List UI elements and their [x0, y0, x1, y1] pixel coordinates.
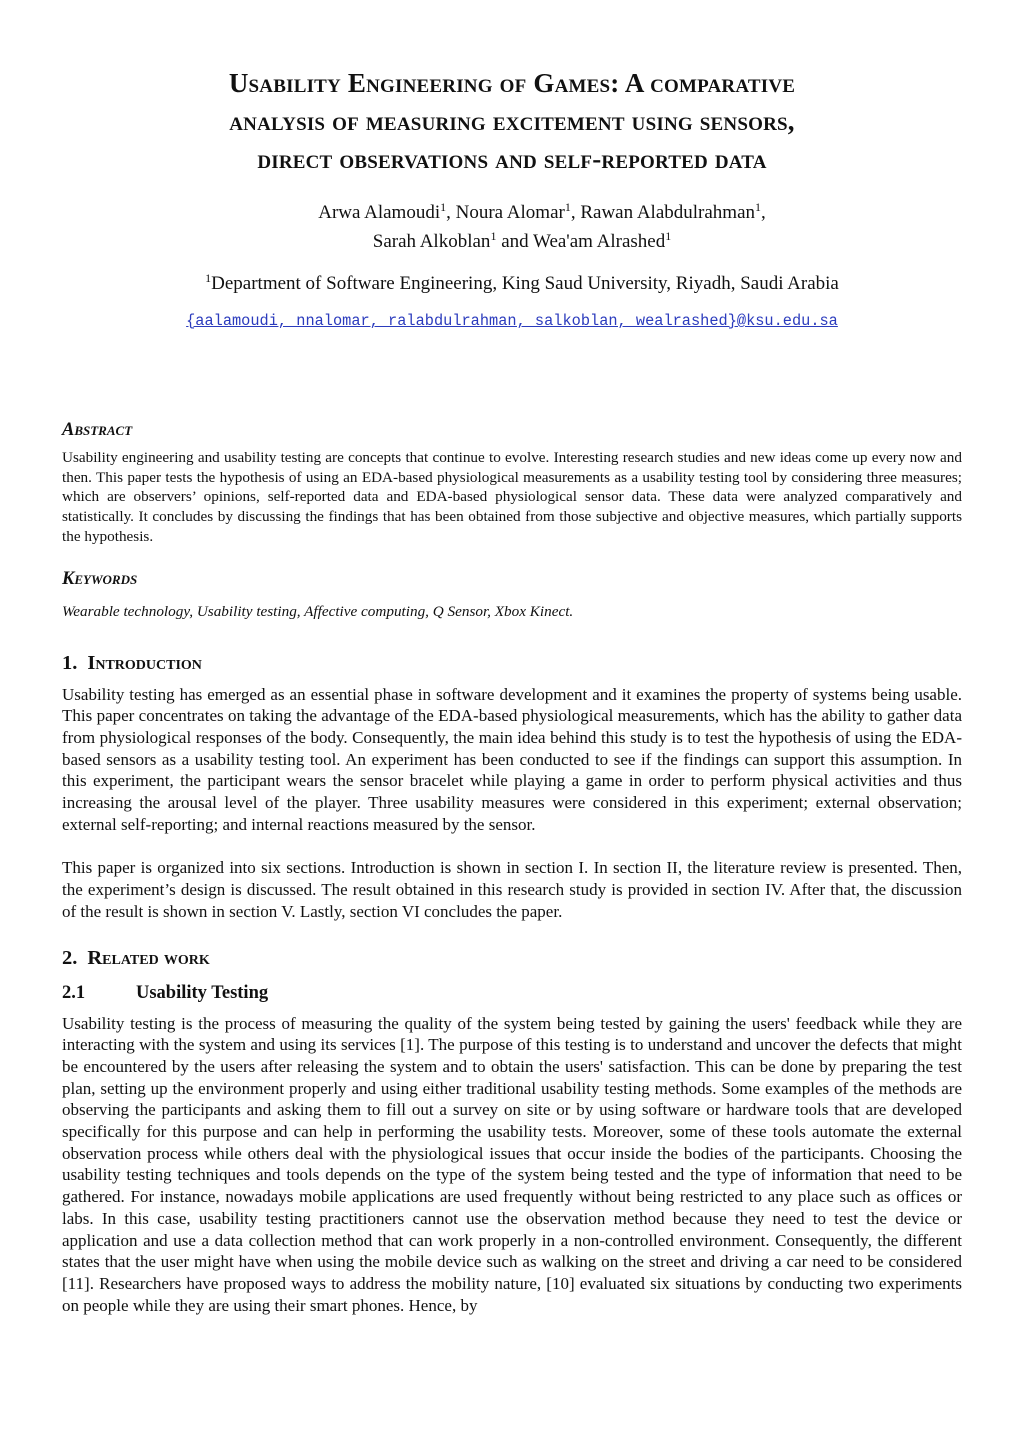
author-affiliation-mark: 1	[755, 200, 762, 214]
introduction-paragraph-2: This paper is organized into six sections. Introduction is shown in section I. In section II, the literature review is presented. Then, the experiment’s design is discussed. The result obtained in this research study is provided in section IV. After that, the discussion of the result is shown in section V. Lastly, section VI concludes the paper.	[62, 858, 962, 921]
section-heading-related-work	[62, 945, 962, 971]
author-separator: and	[496, 231, 534, 252]
affiliation-text: Department of Software Engineering, King Saud University, Riyadh, Saudi Arabia	[211, 273, 839, 294]
author-name: Wea'am Alrashed	[533, 231, 666, 252]
author-name: Sarah Alkoblan	[372, 231, 491, 252]
related-work-paragraph-1: Usability testing is the process of measuring the quality of the system being tested by gaining the users' feedback while they are interacting with the system and using its services [1]. The purpose of this testing is to understand and uncover the defects that might be encountered by the users after releasing the system and to obtain the users' satisfaction. This can be done by preparing the test plan, setting up the environment properly and using either traditional usability testing methods. Some examples of the methods are observing the participants and asking them to fill out a survey on site or by using software or hardware tools that are developed specifically for this purpose and can help in performing the usability tests. Moreover, some of these tools automate the external observation process while others deal with the physiological issues that occur inside the bodies of the participants. Choosing the usability testing techniques and tools depends on the type of the system being tested and the type of information that need to be gathered. For instance, nowadays mobile applications are used frequently without being restricted to any place such as offices or labs. In this case, usability testing practitioners cannot use the observation method because they need to test the device or application and use a data collection method that can work properly in a non-controlled environment. Consequently, the different states that the user might have when using the mobile device such as walking on the street and driving a car need to be considered [11]. Researchers have proposed ways to address the mobility nature, [10] evaluated six situations by conducting two experiments on people while they are using their smart phones. Hence, by	[62, 1013, 962, 1315]
section-number: 1.	[62, 651, 78, 674]
subsection-title: Usability Testing	[136, 982, 269, 1003]
author-line-2	[62, 227, 962, 256]
section-heading-introduction	[62, 650, 962, 676]
author-affiliation-mark: 1	[490, 229, 497, 243]
introduction-paragraph-1: Usability testing has emerged as an essential phase in software development and it examines the property of systems being usable. This paper concentrates on taking the advantage of the EDA-based physiological measurements, which has the ability to gather data from physiological responses of the body. Consequently, the main idea behind this study is to test the hypothesis of using the EDA-based sensors as a usability testing tool. An experiment has been conducted to see if the findings can support this assumption. In this experiment, the participant wears the sensor bracelet while playing a game in order to perform physical activities and thus increasing the arousal level of the player. Three usability measures were considered in this experiment; external observation; external self-reporting; and internal reactions measured by the sensor.	[62, 684, 962, 834]
section-title: Related work	[87, 946, 210, 969]
affiliation	[62, 271, 962, 297]
subsection-heading-usability-testing	[62, 981, 962, 1005]
title-line-3: direct observations and self-reported data	[257, 144, 767, 174]
author-email-link[interactable]: {aalamoudi, nnalomar, ralabdulrahman, salkoblan, wealrashed}@ksu.edu.sa	[186, 312, 838, 330]
keywords-heading: Keywords	[62, 568, 138, 589]
abstract-heading: Abstract	[62, 420, 133, 440]
author-affiliation-mark: 1	[440, 200, 447, 214]
author-separator: ,	[570, 202, 581, 223]
subsection-number: 2.1	[62, 982, 86, 1003]
author-name: Rawan Alabdulrahman	[580, 202, 756, 223]
paper-title	[62, 0, 962, 178]
author-separator: ,	[446, 202, 456, 223]
title-line-1: Usability Engineering of Games: A comparative	[228, 68, 796, 98]
author-separator: ,	[761, 202, 766, 223]
affiliation-mark: 1	[205, 271, 212, 285]
author-affiliation-mark: 1	[564, 200, 571, 214]
title-line-2: analysis of measuring excitement using sensors,	[229, 106, 795, 136]
author-affiliation-mark: 1	[665, 229, 672, 243]
author-name: Arwa Alamoudi	[318, 202, 441, 223]
author-list	[62, 198, 962, 256]
paper-page	[62, 0, 962, 1316]
section-title: Introduction	[87, 651, 202, 674]
section-number: 2.	[62, 946, 78, 969]
abstract-text: Usability engineering and usability testing are concepts that continue to evolve. Interesting research studies and new ideas come up every now and then. This paper tests the hypothesis of using an EDA-based physiological measurements as a usability testing tool by considering three measures; which are observers’ opinions, self-reported data and EDA-based physiological sensor data. These data were analyzed comparatively and statistically. It concludes by discussing the findings that has been obtained from those subjective and objective measures, which partially supports the hypothesis.	[62, 449, 962, 545]
author-name: Noura Alomar	[455, 202, 565, 223]
author-line-1	[62, 198, 962, 227]
keywords-text: Wearable technology, Usability testing, Affective computing, Q Sensor, Xbox Kinect.	[62, 602, 574, 620]
